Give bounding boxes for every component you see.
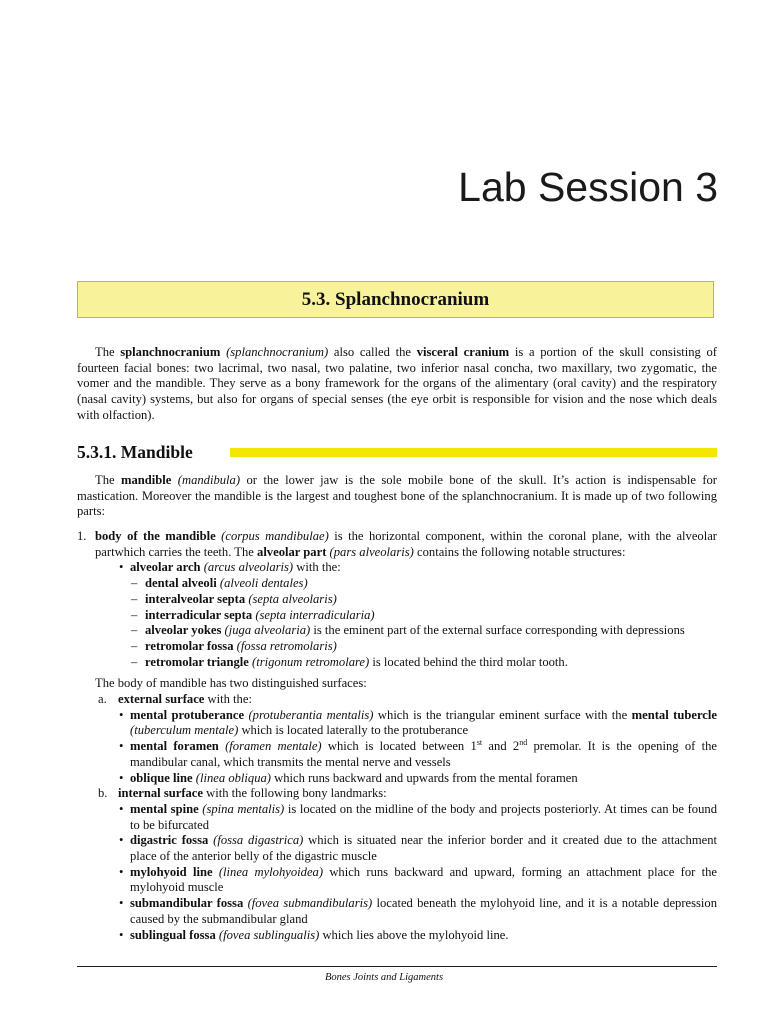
bullet-marker: • — [119, 864, 124, 879]
latin-term: (septa alveolaris) — [248, 591, 337, 606]
item-text: premolar. It is the opening of the mandibular canal, which transmits the mental nerve and vessels — [130, 739, 717, 769]
list-letter: b. — [98, 786, 108, 801]
term: alveolar arch — [130, 560, 201, 575]
latin-term: (linea mylohyoidea) — [218, 864, 324, 879]
external-surface-item — [77, 692, 717, 708]
internal-surface-item — [77, 786, 717, 802]
bullet-item-oblique-line — [77, 771, 717, 787]
item-text: with the: — [293, 560, 341, 575]
latin-term: (pars alveolaris) — [329, 544, 414, 559]
latin-term: (mandibula) — [177, 473, 241, 487]
dash-item — [77, 623, 717, 639]
latin-term: (fossa retromolaris) — [236, 638, 337, 653]
item-text: is the horizontal component, within the coronal plane, with the alveolar partwhich carries the teeth. The — [95, 529, 717, 559]
latin-term: (fovea sublingualis) — [218, 927, 320, 942]
item-text: with the: — [204, 692, 252, 707]
paragraph-text: or the lower jaw is the sole mobile bone of the skull. It’s action is indispensable for mastication. Moreover the mandible is the largest and toughest bone of the splanchnocranium. It is made up of two following parts: — [77, 473, 718, 519]
dash-item — [77, 655, 717, 671]
heading-accent-bar — [230, 448, 717, 457]
item-text: which lies above the mylohyoid line. — [319, 927, 509, 942]
subsection-heading: 5.3.1. Mandible — [77, 442, 193, 462]
ordinal-suffix: nd — [519, 737, 528, 747]
item-text: is located on the midline of the body and projects posteriorly. At times can be found to be bifurcated — [130, 801, 717, 832]
list-number: 1. — [77, 529, 87, 543]
chapter-title: Lab Session 3 — [458, 164, 718, 210]
latin-term: (foramen mentale) — [225, 739, 322, 754]
footer-divider — [77, 966, 717, 967]
term: retromolar fossa — [145, 638, 234, 653]
latin-term: (fossa digastrica) — [213, 833, 304, 848]
mandible-parts-list — [77, 529, 717, 943]
bullet-item-mylohyoid-line — [77, 865, 717, 896]
latin-term: (tuberculum mentale) — [130, 723, 239, 738]
intro-text: is a portion of the skull consisting of fourteen facial bones: two lacrimal, two nasal, two palatine, two inferior nasal concha, two maxillary, two zygomatic, the vomer and the mandible. They serve as a bony framework for the organs of the alimentary (oral cavity) and the respiratory (nasal cavity) systems, but also for organs of special senses (the eye orbit is responsible for vision and the nose which deals with olfaction). — [77, 345, 717, 422]
latin-term: (trigonum retromolare) — [252, 654, 370, 669]
latin-term: (arcus alveolaris) — [203, 560, 294, 575]
paragraph-text: The — [95, 473, 121, 487]
bullet-marker: • — [119, 707, 124, 722]
term: alveolar yokes — [145, 623, 222, 638]
dash-marker: – — [131, 654, 138, 669]
term: retromolar triangle — [145, 654, 249, 669]
item-text: which is the triangular eminent surface with the — [373, 707, 632, 722]
term: dental alveoli — [145, 576, 217, 591]
latin-term: (juga alveolaria) — [224, 623, 311, 638]
dash-item — [77, 639, 717, 655]
latin-term: (fovea submandibularis) — [247, 896, 373, 911]
latin-term: (protuberantia mentalis) — [248, 707, 374, 722]
term-mandible: mandible — [120, 473, 172, 487]
dash-item — [77, 592, 717, 608]
latin-term: (linea obliqua) — [195, 770, 271, 785]
section-heading-box — [77, 281, 714, 318]
surfaces-intro: The body of mandible has two distinguished surfaces: — [95, 676, 367, 691]
item-text: contains the following notable structures: — [413, 544, 626, 559]
term: mental tubercle — [631, 707, 717, 722]
item-text: is located behind the third molar tooth. — [369, 654, 568, 669]
bullet-marker: • — [119, 560, 124, 575]
list-item-body-of-mandible — [77, 529, 717, 560]
term: mental protuberance — [130, 707, 245, 722]
term: submandibular fossa — [130, 896, 244, 911]
term: interradicular septa — [145, 607, 253, 622]
item-text: located beneath the mylohyoid line, and it is a notable depression caused by the submandibular gland — [130, 896, 718, 926]
latin-term: (alveoli dentales) — [219, 576, 308, 591]
latin-term: (splanchnocranium) — [226, 345, 329, 359]
bullet-item-sublingual-fossa — [77, 928, 717, 944]
term: mylohyoid line — [130, 864, 213, 879]
item-text: and 2 — [482, 739, 520, 754]
bullet-marker: • — [119, 896, 124, 911]
item-text: which runs backward and upward, forming an attachment place for the mylohyoid muscle — [130, 864, 717, 895]
bullet-item-mental-foramen — [77, 739, 717, 770]
running-footer: Bones Joints and Ligaments — [324, 972, 444, 983]
item-text: which is located laterally to the protuberance — [238, 723, 469, 738]
term-splanchnocranium: splanchnocranium — [120, 345, 221, 359]
term: oblique line — [130, 770, 193, 785]
bullet-marker: • — [119, 770, 124, 785]
dash-item — [77, 608, 717, 624]
intro-text: The — [95, 345, 121, 359]
ordinal-suffix: st — [476, 737, 483, 747]
term: interalveolar septa — [145, 591, 246, 606]
bullet-item-alveolar-arch — [77, 560, 717, 576]
mandible-intro-paragraph — [77, 473, 717, 520]
dash-marker: – — [131, 591, 138, 606]
bullet-marker: • — [119, 927, 124, 942]
item-text: with the following bony landmarks: — [203, 786, 387, 801]
intro-text: also called the — [328, 345, 417, 359]
term: mental foramen — [130, 739, 219, 754]
term: alveolar part — [257, 544, 327, 559]
item-text: is the eminent part of the external surface corresponding with depressions — [310, 623, 685, 638]
bullet-item-submandibular-fossa — [77, 896, 717, 927]
term: sublingual fossa — [130, 927, 216, 942]
latin-term: (corpus mandibulae) — [221, 529, 329, 543]
bullet-item-digastric-fossa — [77, 833, 717, 864]
bullet-item-mental-protuberance — [77, 708, 717, 739]
list-letter: a. — [98, 692, 107, 707]
term: external surface — [118, 692, 205, 707]
dash-marker: – — [131, 607, 138, 622]
bullet-item-mental-spine — [77, 802, 717, 833]
dash-marker: – — [131, 576, 138, 591]
bullet-marker: • — [119, 739, 124, 754]
item-text: which is situated near the inferior border and it created due to the attachment place of the anterior belly of the digastric muscle — [130, 833, 717, 864]
section-title: 5.3. Splanchnocranium — [301, 289, 490, 310]
bullet-marker: • — [119, 801, 124, 816]
latin-term: (septa interradicularia) — [255, 607, 375, 622]
dash-marker: – — [131, 623, 138, 638]
term: mental spine — [130, 801, 199, 816]
item-text: which runs backward and upwards from the mental foramen — [271, 770, 578, 785]
dash-item — [77, 576, 717, 592]
latin-term: (spina mentalis) — [202, 801, 285, 816]
dash-marker: – — [131, 638, 138, 653]
bullet-marker: • — [119, 833, 124, 848]
term: body of the mandible — [95, 529, 216, 543]
term: digastric fossa — [130, 833, 209, 848]
item-text: which is located between 1 — [321, 739, 477, 754]
term: internal surface — [118, 786, 203, 801]
term-visceral-cranium: visceral cranium — [416, 345, 510, 359]
intro-paragraph — [77, 345, 717, 424]
